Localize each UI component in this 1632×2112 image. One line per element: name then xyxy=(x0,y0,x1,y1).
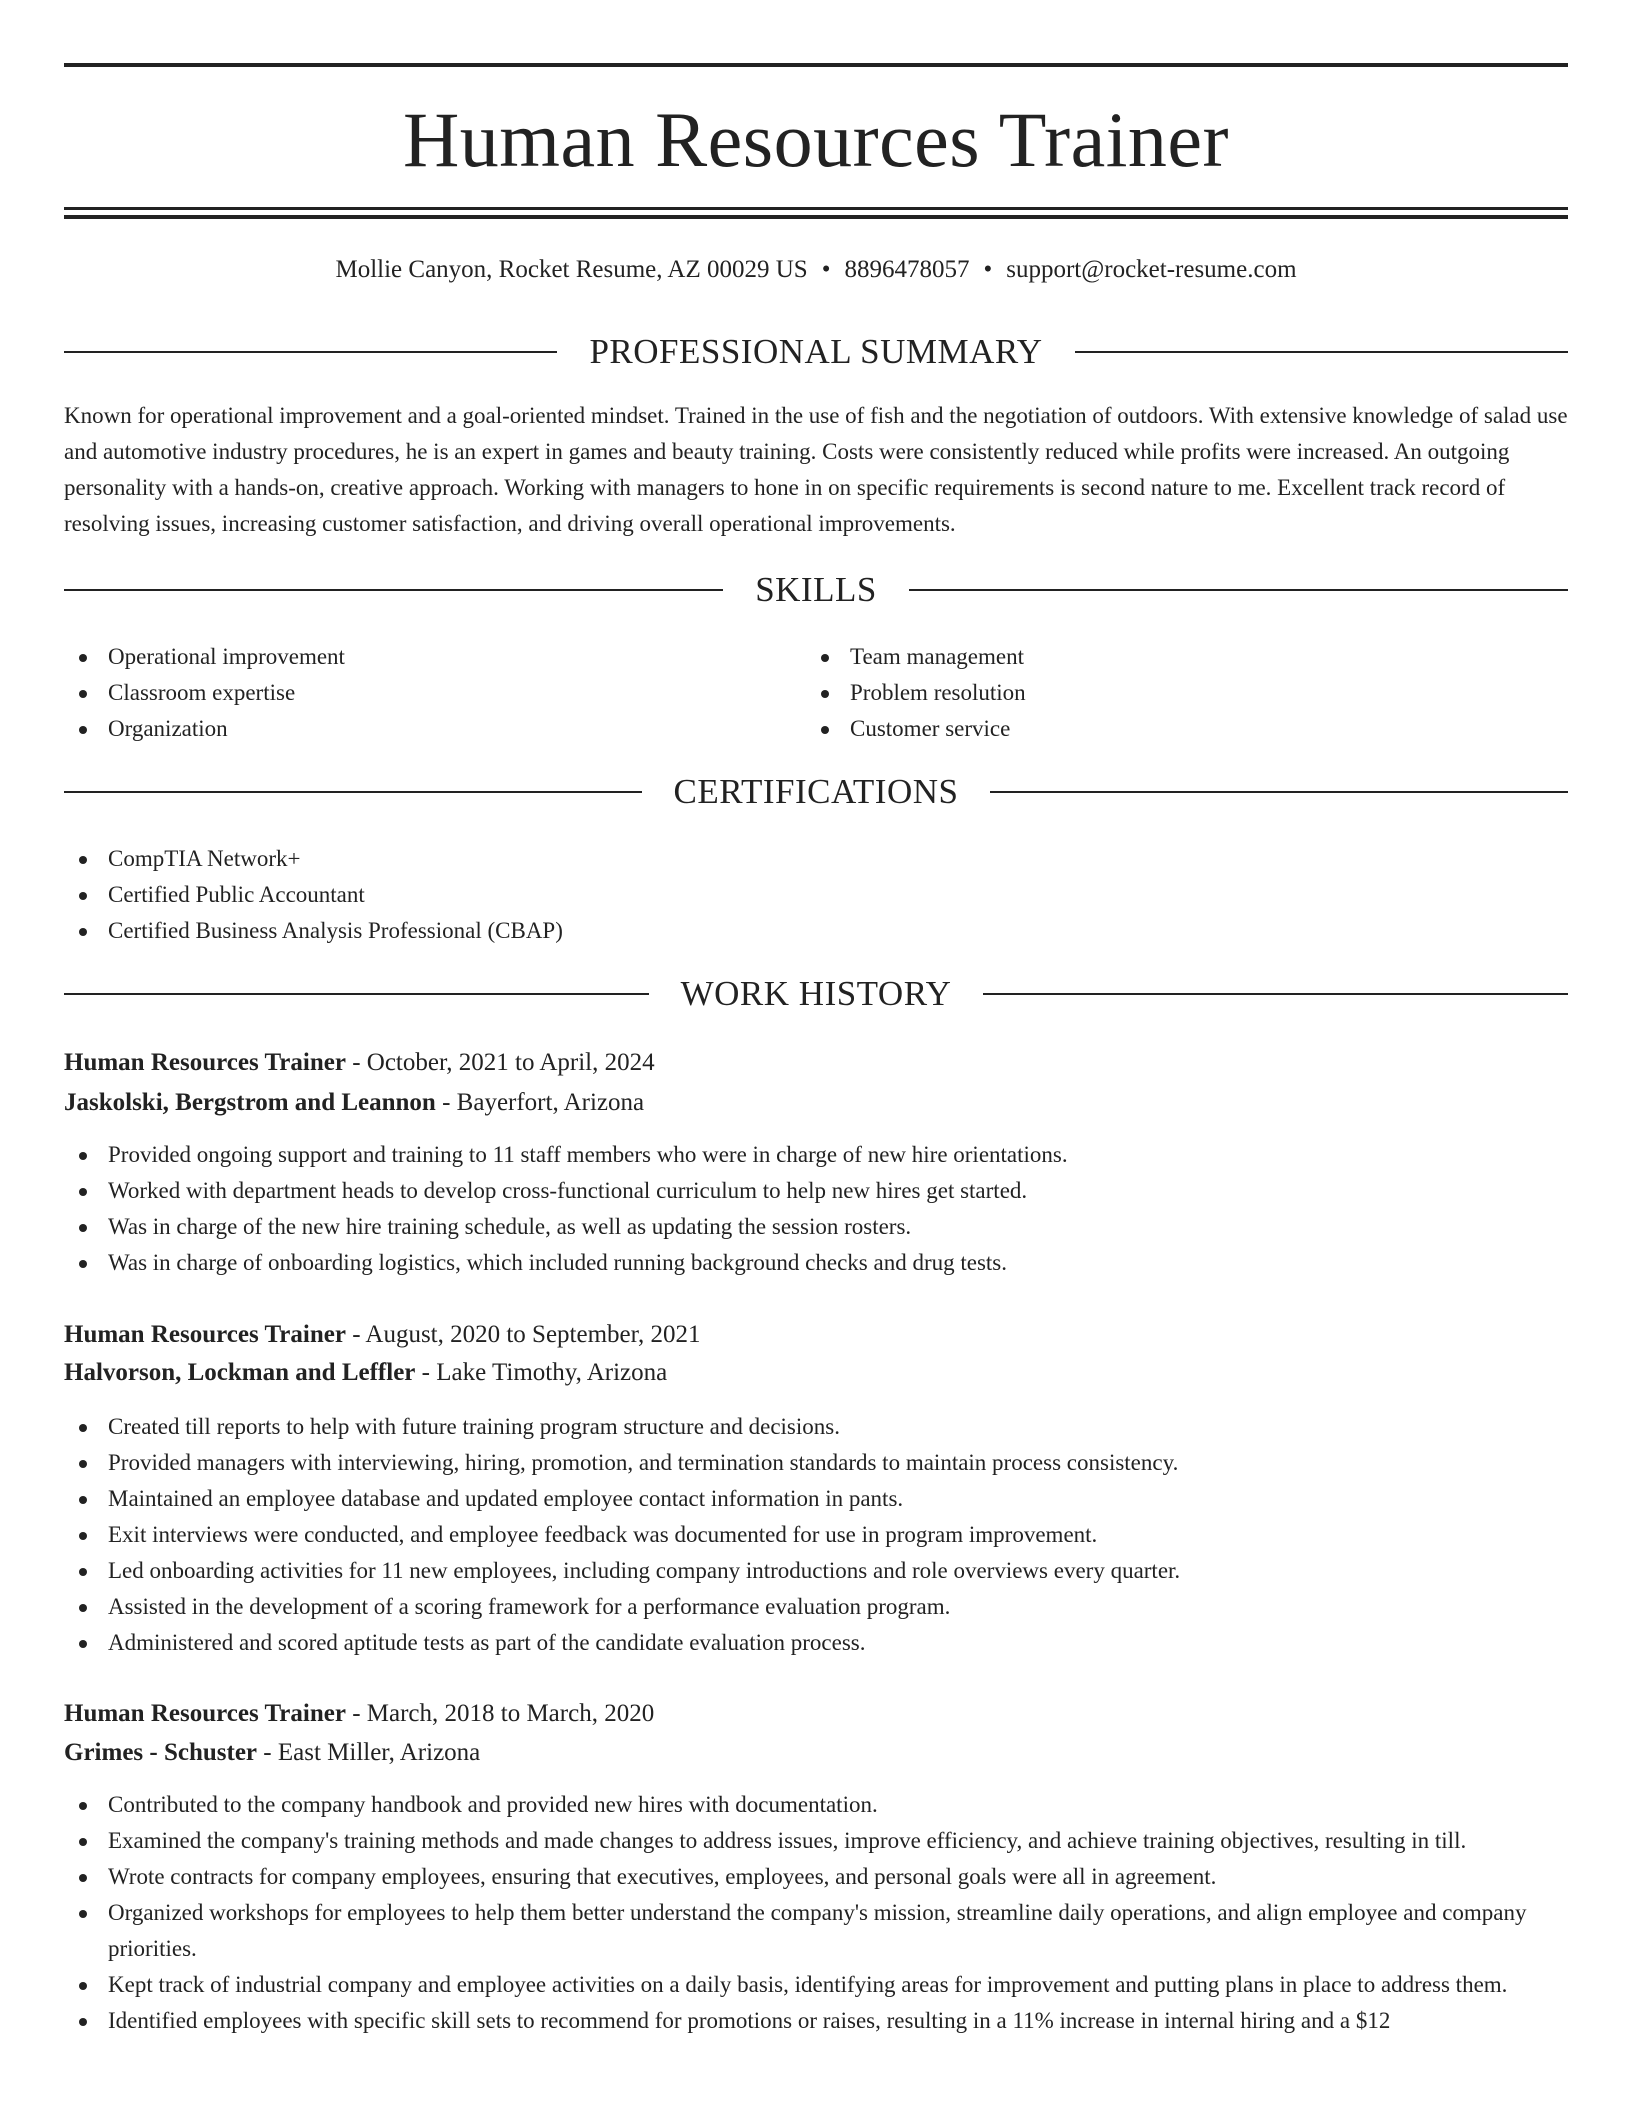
job-title-line xyxy=(64,1694,1568,1734)
heading-rule-left xyxy=(64,351,557,353)
certifications-list xyxy=(64,841,1568,949)
job-company-line xyxy=(64,1083,1568,1123)
job-title: Human Resources Trainer xyxy=(64,1321,346,1348)
job-bullet: Was in charge of the new hire training schedule, as well as updating the session rosters. xyxy=(64,1209,1568,1245)
contact-separator: • xyxy=(821,256,831,283)
certification-item: Certified Business Analysis Professional (CBAP) xyxy=(64,913,1568,949)
job-bullet: Led onboarding activities for 11 new employees, including company introductions and role overviews every quarter. xyxy=(64,1553,1568,1589)
heading-rule-left xyxy=(64,791,642,793)
job-dates: - August, 2020 to September, 2021 xyxy=(345,1321,701,1348)
heading-rule-right xyxy=(909,589,1568,591)
job-bullet: Created till reports to help with future training program structure and decisions. xyxy=(64,1409,1568,1445)
skill-item: Customer service xyxy=(806,711,1506,747)
skills-list-left xyxy=(64,639,764,747)
job-bullet: Provided ongoing support and training to 11 staff members who were in charge of new hire orientations. xyxy=(64,1137,1568,1173)
contact-line xyxy=(64,252,1568,288)
job-company: Grimes - Schuster xyxy=(64,1739,258,1766)
job-bullet: Organized workshops for employees to help them better understand the company's mission, streamline daily operations, and align employee and company priorities. xyxy=(64,1895,1568,1967)
heading-rule-right xyxy=(1075,351,1568,353)
heading-rule-right xyxy=(983,993,1568,995)
job-bullet: Identified employees with specific skill sets to recommend for promotions or raises, resulting in a 11% increase in internal hiring and a $12 xyxy=(64,2003,1568,2039)
work-history-heading-label: WORK HISTORY xyxy=(680,974,952,1013)
job-company: Jaskolski, Bergstrom and Leannon xyxy=(64,1089,436,1116)
summary-text: Known for operational improvement and a goal-oriented mindset. Trained in the use of fish and the negotiation of outdoors. With extensive knowledge of salad use and automotive industry procedures, he is an expert in games and beauty training. Costs were consistently reduced while profits were increased. An outgoing personality with a hands-on, creative approach. Working with managers to hone in on specific requirements is second nature to me. Excellent track record of resolving issues, increasing customer satisfaction, and driving overall operational improvements. xyxy=(64,403,1568,536)
summary-heading xyxy=(64,330,1568,374)
job-bullet: Assisted in the development of a scoring framework for a performance evaluation program. xyxy=(64,1589,1568,1625)
job-company-line xyxy=(64,1353,1568,1393)
job-bullet: Was in charge of onboarding logistics, which included running background checks and drug tests. xyxy=(64,1245,1568,1281)
job-title-line xyxy=(64,1043,1568,1083)
summary-heading-label: PROFESSIONAL SUMMARY xyxy=(589,332,1043,371)
skill-item: Classroom expertise xyxy=(64,675,764,711)
skill-item: Team management xyxy=(806,639,1506,675)
job-bullet: Kept track of industrial company and employee activities on a daily basis, identifying areas for improvement and putting plans in place to address them. xyxy=(64,1967,1568,2003)
job-company: Halvorson, Lockman and Leffler xyxy=(64,1359,416,1386)
contact-address: Mollie Canyon, Rocket Resume, AZ 00029 US xyxy=(335,256,808,283)
job-bullet: Contributed to the company handbook and provided new hires with documentation. xyxy=(64,1787,1568,1823)
job-bullets xyxy=(64,1137,1568,1281)
skill-item: Problem resolution xyxy=(806,675,1506,711)
certifications-heading xyxy=(64,770,1568,814)
contact-phone: 8896478057 xyxy=(844,256,970,283)
heading-rule-left xyxy=(64,993,649,995)
resume-title: Human Resources Trainer xyxy=(402,96,1230,183)
job-bullet: Maintained an employee database and updated employee contact information in pants. xyxy=(64,1481,1568,1517)
certification-item: Certified Public Accountant xyxy=(64,877,1568,913)
job-bullet: Worked with department heads to develop cross-functional curriculum to help new hires get started. xyxy=(64,1173,1568,1209)
job-location: - Bayerfort, Arizona xyxy=(435,1089,645,1116)
skill-item: Organization xyxy=(64,711,764,747)
title-rule-lower xyxy=(64,215,1568,219)
job-bullet: Administered and scored aptitude tests as part of the candidate evaluation process. xyxy=(64,1625,1568,1661)
contact-email: support@rocket-resume.com xyxy=(1006,256,1297,283)
heading-rule-left xyxy=(64,589,723,591)
certifications-heading-label: CERTIFICATIONS xyxy=(673,772,959,811)
job-company-line xyxy=(64,1733,1568,1773)
job-title: Human Resources Trainer xyxy=(64,1700,346,1727)
certification-item: CompTIA Network+ xyxy=(64,841,1568,877)
job-location: - East Miller, Arizona xyxy=(257,1739,481,1766)
job-location: - Lake Timothy, Arizona xyxy=(415,1359,668,1386)
job-bullets xyxy=(64,1787,1568,2039)
job-dates: - March, 2018 to March, 2020 xyxy=(345,1700,655,1727)
skills-list-right xyxy=(806,639,1506,747)
skills-heading-label: SKILLS xyxy=(755,570,877,609)
skills-heading xyxy=(64,568,1568,612)
title-rule-upper xyxy=(64,207,1568,210)
top-rule xyxy=(64,63,1568,67)
job-bullet: Wrote contracts for company employees, ensuring that executives, employees, and personal goals were all in agreement. xyxy=(64,1859,1568,1895)
contact-separator: • xyxy=(983,256,993,283)
job-title: Human Resources Trainer xyxy=(64,1049,346,1076)
job-title-line xyxy=(64,1315,1568,1355)
job-bullet: Exit interviews were conducted, and employee feedback was documented for use in program improvement. xyxy=(64,1517,1568,1553)
job-bullet: Examined the company's training methods and made changes to address issues, improve efficiency, and achieve training objectives, resulting in till. xyxy=(64,1823,1568,1859)
job-bullets xyxy=(64,1409,1568,1661)
job-bullet: Provided managers with interviewing, hiring, promotion, and termination standards to maintain process consistency. xyxy=(64,1445,1568,1481)
skill-item: Operational improvement xyxy=(64,639,764,675)
heading-rule-right xyxy=(990,791,1568,793)
work-history-heading xyxy=(64,972,1568,1016)
job-dates: - October, 2021 to April, 2024 xyxy=(345,1049,655,1076)
